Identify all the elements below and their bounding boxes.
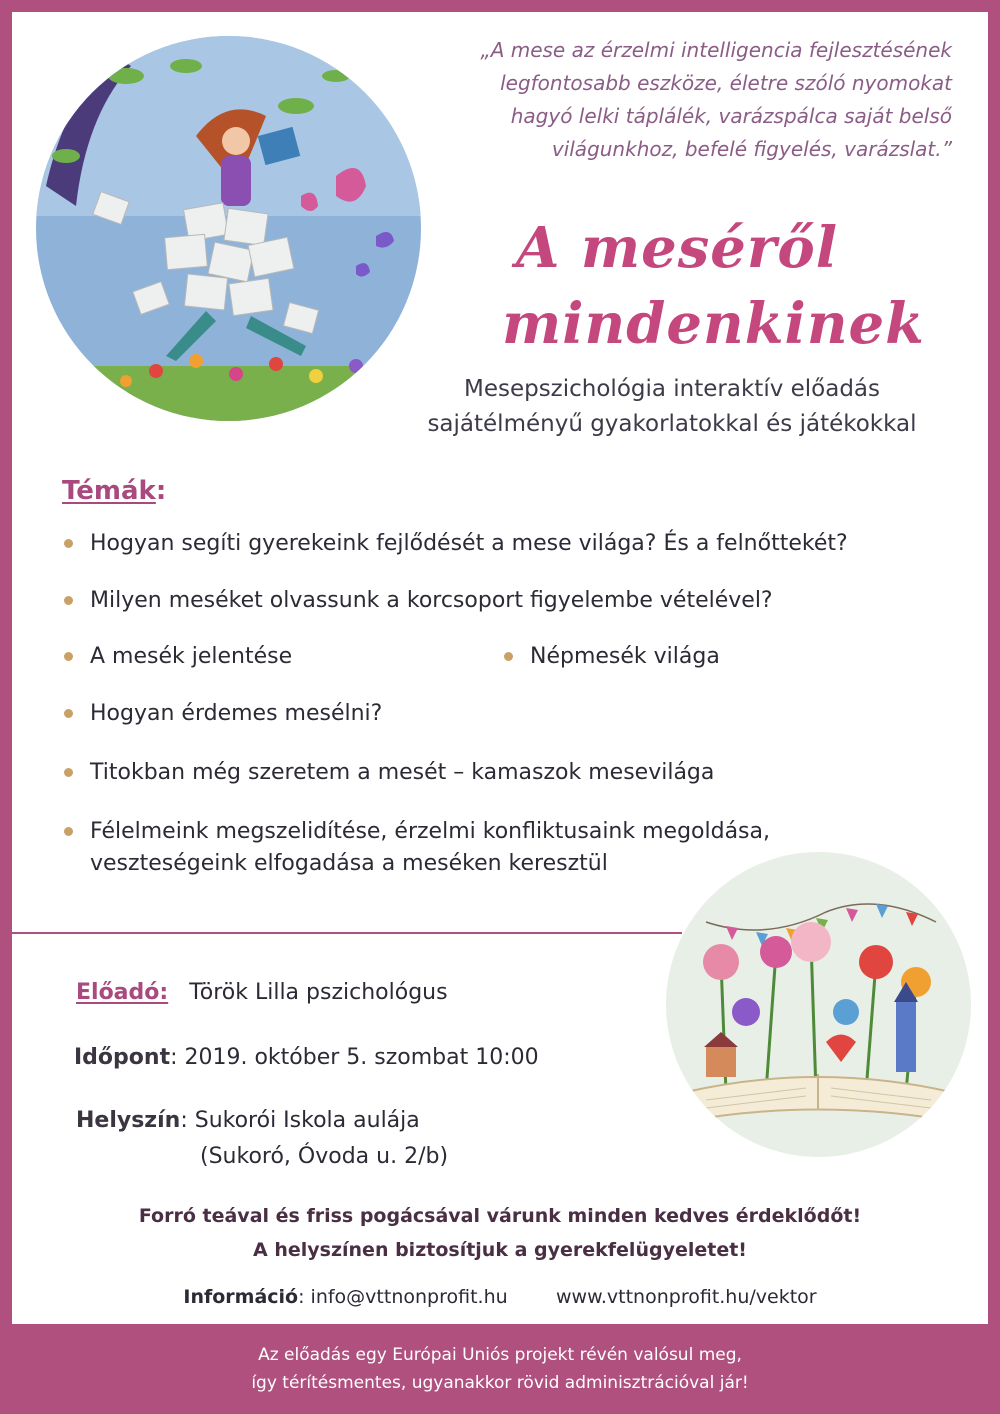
page-title: [502, 210, 925, 362]
list-item: [64, 757, 714, 789]
topic-text: Népmesék világa: [530, 644, 720, 669]
topic-text: Titokban még szeretem a mesét – kamaszok mesevilága: [90, 760, 715, 785]
subtitle-line-2: sajátélményű gyakorlatokkal és játékokkal: [427, 411, 917, 437]
info-line: [12, 1286, 988, 1308]
quote-line: „A mese az érzelmi intelligencia fejlesztésének: [480, 38, 952, 62]
bullet-icon: [64, 827, 73, 836]
bullet-icon: [64, 709, 73, 718]
place-line: [76, 1108, 420, 1133]
welcome-line-2: A helyszínen biztosítjuk a gyerekfelügyeletet!: [253, 1239, 747, 1261]
topic-text: Hogyan érdemes mesélni?: [90, 701, 383, 726]
topic-text-line: veszteségeink elfogadása a meséken keresztül: [90, 851, 608, 876]
flyer-page: [12, 12, 988, 1324]
topics-heading-label: Témák: [62, 476, 156, 506]
quote-block: [452, 34, 952, 166]
time-line: [74, 1045, 539, 1070]
place-value: : Sukorói Iskola aulája: [180, 1108, 420, 1133]
footer-note: [0, 1324, 1000, 1414]
list-item: [64, 816, 770, 880]
subtitle-line-1: Mesepszichológia interaktív előadás: [463, 376, 881, 402]
info-email[interactable]: : info@vttnonprofit.hu: [298, 1286, 508, 1308]
topic-text: A mesék jelentése: [90, 644, 293, 669]
info-website[interactable]: www.vttnonprofit.hu/vektor: [556, 1286, 817, 1308]
title-line-1: A meséről: [515, 215, 839, 281]
storybook-garden-illustration: [666, 852, 971, 1157]
time-value: : 2019. október 5. szombat 10:00: [170, 1045, 539, 1070]
bullet-icon: [64, 768, 73, 777]
list-item: [64, 528, 848, 560]
topic-text: Milyen meséket olvassunk a korcsoport figyelembe vételével?: [90, 588, 773, 613]
time-label: Időpont: [74, 1045, 171, 1070]
list-item: [64, 698, 382, 730]
footer-line-2: így térítésmentes, ugyanakkor rövid adminisztrációval jár!: [251, 1373, 749, 1393]
list-item: [504, 641, 720, 673]
list-item: [64, 585, 773, 617]
info-label: Információ: [183, 1286, 299, 1308]
place-label: Helyszín: [76, 1108, 181, 1133]
place-address: [200, 1144, 448, 1169]
subtitle: [402, 372, 942, 442]
quote-line: legfontosabb eszköze, életre szóló nyomokat: [500, 71, 952, 95]
section-divider: [12, 932, 682, 934]
title-line-2: mindenkinek: [502, 291, 925, 357]
woman-reading-book-illustration: [36, 36, 421, 421]
topic-text-line: Félelmeink megszelidítése, érzelmi konfliktusaink megoldása,: [90, 819, 770, 844]
quote-line: hagyó lelki táplálék, varázspálca saját belső: [510, 104, 952, 128]
quote-line: világunkhoz, befelé figyelés, varázslat.”: [551, 137, 952, 161]
topic-text: Hogyan segíti gyerekeink fejlődését a mese világa? És a felnőttekét?: [90, 531, 848, 556]
bullet-icon: [504, 652, 513, 661]
place-address-text: (Sukoró, Óvoda u. 2/b): [200, 1144, 449, 1169]
bullet-icon: [64, 596, 73, 605]
topics-heading-colon: :: [155, 476, 167, 506]
list-item: [64, 641, 292, 673]
presenter-label: Előadó:: [76, 980, 169, 1005]
topic-text: [64, 816, 770, 880]
topics-heading: [62, 476, 166, 506]
welcome-line-1: Forró teával és friss pogácsával várunk minden kedves érdeklődőt!: [138, 1205, 862, 1227]
footer-line-1: Az előadás egy Európai Uniós projekt révén valósul meg,: [258, 1345, 742, 1365]
bullet-icon: [64, 539, 73, 548]
presenter-line: [76, 980, 448, 1005]
bullet-icon: [64, 652, 73, 661]
presenter-name: Török Lilla pszichológus: [189, 980, 448, 1005]
